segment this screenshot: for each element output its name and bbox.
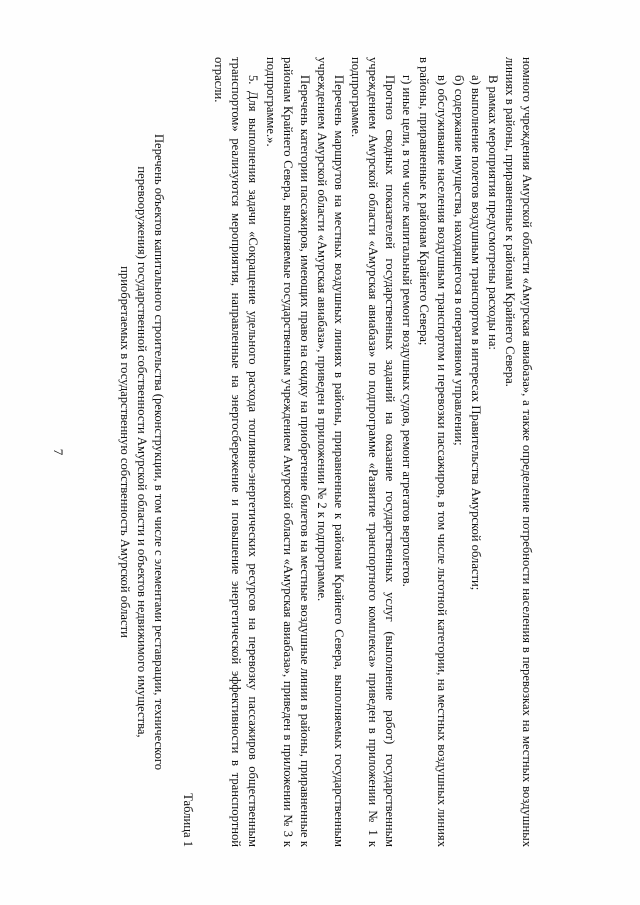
table-caption-block — [116, 57, 196, 847]
table-caption-line-1: Перечень объектов капитального строительства (реконструкции, в том числе с элементами реставрации, технического — [152, 133, 167, 771]
paragraph-2: В рамках мероприятия предусмотрены расходы на: — [485, 75, 500, 350]
paragraph-7: Прогноз сводных показателей государственных заданий на оказание государственных услуг (выполнение работ) государственным учреждением Амурской области «Амурская авиабаза» по подпрограмме «Развитие транспортного комплекса» приведен в приложении № 1 к подпрограмме. — [349, 57, 398, 847]
paragraph-6: г) иные цели, в том числе капитальный ремонт воздушных судов, ремонт агрегатов вертолетов. — [400, 75, 415, 587]
paragraph-8: Перечень маршрутов на местных воздушных линиях в районы, приравненные к районам Крайнего Севера, выполняемых государственным учреждением Амурской области «Амурская авиабаза», приведен в приложении № 2 к подпрограмме. — [314, 57, 346, 847]
table-label: Таблица 1 — [181, 793, 196, 847]
page-number: 7 — [51, 448, 66, 456]
table-caption-line-3: приобретаемых в государственную собственность Амурской области — [117, 266, 132, 638]
rotated-text-block — [105, 57, 535, 847]
paragraph-4: б) содержание имущества, находящегося в оперативном управлении; — [451, 75, 466, 446]
paragraph-9: Перечень категории пассажиров, имеющих право на скидку на приобретение билетов на местные воздушные линии в районы, приравненные к районам Крайнего Севера, выполняемые государственным учреждением Амурской области «Амурская авиабаза», приведен в приложении № 3 к подпрограмме.». — [263, 57, 312, 847]
table-caption-line-2: перевооружения) государственной собственности Амурской области и объектов недвижимого имущества, — [135, 166, 150, 738]
paragraph-5: в) обслуживание населения воздушным транспортом и перевозки пассажиров, в том числе льготной категории, на местных воздушных линиях в районы, приравненные к районам Крайнего Севера; — [417, 57, 449, 847]
paragraph-10: 5. Для выполнения задачи «Сокращение удельного расхода топливно-энергетических ресурсов на перевозку пассажиров общественным транспортом» реализуются мероприятия, направленные на энергосбережение и повышение энергетической эффективности в транспортной отрасли. — [212, 57, 261, 847]
page-content — [105, 57, 535, 847]
paragraph-1: номного учреждения Амурской области «Амурская авиабаза», а также определение потребности населения в перевозках на местных воздушных линиях в районы, приравненные к районам Крайнего Севера. — [502, 57, 534, 847]
paragraph-3: а) выполнение полетов воздушным транспортом в интересах Правительства Амурской области; — [468, 75, 483, 591]
